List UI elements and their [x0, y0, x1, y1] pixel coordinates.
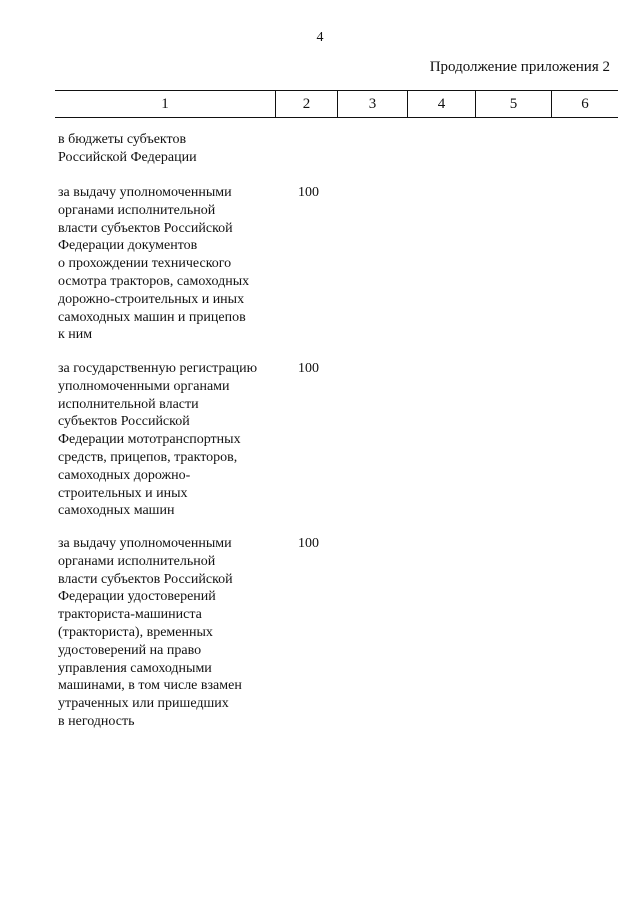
row-line: за выдачу уполномоченными	[58, 536, 232, 551]
row-description	[58, 535, 278, 731]
row-line: средств, прицепов, тракторов,	[58, 449, 238, 465]
row-line: в негодность	[58, 713, 135, 729]
header-cell-4: 4	[408, 91, 476, 117]
row-line: Федерации удостоверений	[58, 589, 216, 605]
row-line: тракториста-машиниста	[58, 607, 202, 623]
row-description	[58, 360, 278, 520]
row-line: самоходных машин и прицепов	[58, 309, 246, 325]
row-value: 100	[298, 536, 319, 551]
row-line: власти субъектов Российской	[58, 220, 233, 236]
continuation-heading: Продолжение приложения 2	[429, 59, 610, 75]
row-line: за государственную регистрацию	[58, 361, 258, 376]
row-line: (тракториста), временных	[58, 624, 213, 640]
header-cell-2: 2	[276, 91, 338, 117]
row-line: Федерации документов	[58, 238, 198, 254]
row-line: органами исполнительной	[58, 553, 216, 569]
row-line: удостоверений на право	[58, 642, 202, 658]
header-cell-3: 3	[338, 91, 408, 117]
page-number: 4	[316, 30, 324, 45]
row-line: утраченных или пришедших	[58, 696, 229, 712]
row-line: управления самоходными	[58, 660, 212, 676]
intro-line: в бюджеты субъектов	[58, 132, 187, 147]
row-line: самоходных дорожно-	[58, 467, 191, 483]
row-description	[58, 184, 278, 344]
header-cell-5: 5	[476, 91, 552, 117]
row-line: осмотра тракторов, самоходных	[58, 273, 250, 289]
row-line: власти субъектов Российской	[58, 571, 233, 587]
header-cell-1: 1	[55, 91, 276, 117]
row-line: уполномоченными органами	[58, 378, 230, 394]
row-line: субъектов Российской	[58, 414, 190, 430]
table-header	[55, 90, 618, 118]
intro-text	[58, 131, 197, 167]
row-line: за выдачу уполномоченными	[58, 185, 232, 200]
intro-line: Российской Федерации	[58, 150, 197, 165]
row-value: 100	[298, 185, 319, 200]
header-cell-6: 6	[581, 95, 589, 112]
row-line: к ним	[58, 327, 93, 343]
row-value: 100	[298, 361, 319, 376]
row-line: органами исполнительной	[58, 202, 216, 218]
row-line: строительных и иных	[58, 485, 188, 501]
row-line: дорожно-строительных и иных	[58, 291, 245, 307]
row-line: самоходных машин	[58, 503, 175, 519]
row-line: машинами, в том числе взамен	[58, 678, 242, 694]
row-line: о прохождении технического	[58, 256, 232, 272]
row-line: исполнительной власти	[58, 396, 199, 412]
row-line: Федерации мототранспортных	[58, 432, 241, 448]
